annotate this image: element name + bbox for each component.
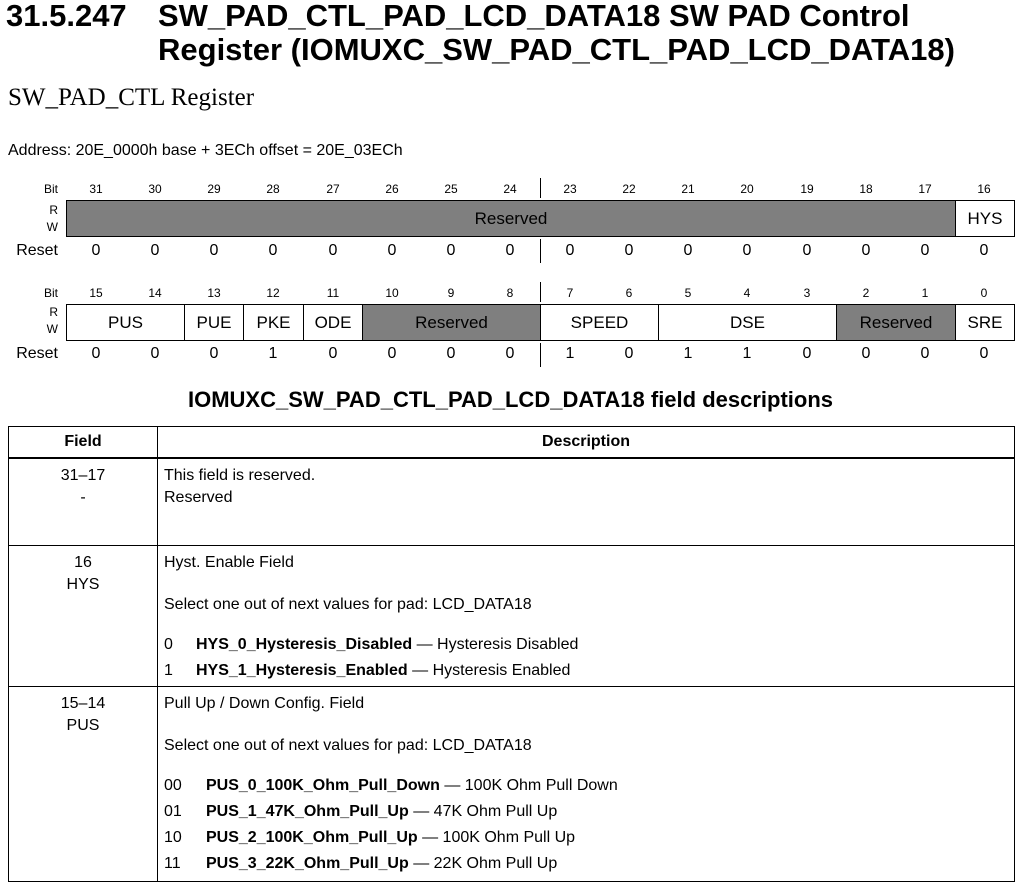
- reserved-field-low: Reserved: [836, 304, 956, 341]
- bit-number: 26: [385, 182, 399, 196]
- value-description: — 47K Ohm Pull Up: [408, 803, 558, 820]
- ode-field: ODE: [303, 304, 363, 341]
- bit-number: 9: [447, 286, 455, 300]
- bit-number: 20: [740, 182, 754, 196]
- description-cell: [158, 458, 1015, 546]
- reset-value: 0: [683, 242, 693, 259]
- reset-value: 0: [91, 345, 101, 362]
- table-row: [9, 687, 1015, 882]
- write-label: W: [46, 322, 58, 336]
- section-heading: [6, 0, 910, 34]
- reset-value: 0: [505, 242, 515, 259]
- bit-number: 29: [207, 182, 221, 196]
- description-cell: [158, 687, 1015, 882]
- description-line: Reserved: [164, 489, 233, 506]
- value-description: — 22K Ohm Pull Up: [408, 855, 558, 872]
- field-descriptions-table: [8, 426, 1015, 882]
- reset-value: 0: [979, 242, 989, 259]
- table-title: IOMUXC_SW_PAD_CTL_PAD_LCD_DATA18 field descriptions: [187, 387, 834, 412]
- reset-value: 0: [209, 242, 219, 259]
- value-entry: [164, 799, 1008, 825]
- field-cell: [9, 458, 158, 546]
- bit-number: 27: [326, 182, 340, 196]
- pue-field: PUE: [184, 304, 244, 341]
- value-code: 0: [164, 636, 173, 653]
- register-lower-half: [0, 282, 1021, 372]
- description-line: This field is reserved.: [164, 467, 316, 484]
- value-name: PUS_0_100K_Ohm_Pull_Down: [206, 777, 440, 794]
- value-name: HYS_1_Hysteresis_Enabled: [196, 662, 408, 679]
- bit-number: 31: [89, 182, 103, 196]
- bit-number: 10: [385, 286, 399, 300]
- bit-number: 8: [506, 286, 514, 300]
- value-code: 1: [164, 662, 173, 679]
- value-description: — Hysteresis Enabled: [407, 662, 571, 679]
- reset-value: 0: [861, 345, 871, 362]
- reset-value: 0: [742, 242, 752, 259]
- heading-line2: Register (IOMUXC_SW_PAD_CTL_PAD_LCD_DATA18): [158, 32, 955, 67]
- bit-number: 21: [681, 182, 695, 196]
- value-code: 11: [164, 855, 181, 872]
- byte-divider: [540, 178, 541, 198]
- reserved-field-upper: Reserved: [66, 200, 956, 237]
- field-name: -: [80, 489, 86, 506]
- value-code: 00: [164, 777, 182, 794]
- bit-label: Bit: [43, 286, 58, 300]
- byte-divider: [540, 239, 541, 263]
- table-row: [9, 458, 1015, 546]
- bit-number: 11: [326, 286, 340, 300]
- bit-number: 14: [148, 286, 162, 300]
- reset-value: 0: [209, 345, 219, 362]
- description-line: Select one out of next values for pad: LCD_DATA18: [164, 596, 532, 613]
- bit-number: 2: [862, 286, 870, 300]
- bit-number: 23: [563, 182, 577, 196]
- value-name: PUS_1_47K_Ohm_Pull_Up: [206, 803, 409, 820]
- bit-number: 30: [148, 182, 162, 196]
- sre-field: SRE: [955, 304, 1015, 341]
- description-line: Pull Up / Down Config. Field: [164, 695, 365, 712]
- hys-field: HYS: [955, 200, 1015, 237]
- reset-value: 0: [920, 242, 930, 259]
- value-code: 10: [164, 829, 182, 846]
- field-column-header: Field: [9, 427, 158, 459]
- write-label: W: [46, 220, 58, 234]
- bit-number: 15: [89, 286, 103, 300]
- value-entry: [164, 632, 1008, 658]
- reset-value: 0: [920, 345, 930, 362]
- reset-label: Reset: [16, 345, 58, 362]
- field-bits: 16: [74, 554, 92, 571]
- table-header-row: [9, 427, 1015, 459]
- byte-divider: [540, 343, 541, 367]
- reset-value: 1: [683, 345, 693, 362]
- field-bits: 15–14: [60, 695, 106, 712]
- reset-value: 0: [446, 242, 456, 259]
- reset-value: 1: [742, 345, 752, 362]
- value-entry: [164, 773, 1008, 799]
- bit-number: 18: [859, 182, 873, 196]
- value-code: 01: [164, 803, 182, 820]
- byte-divider: [540, 282, 541, 302]
- bit-number: 22: [622, 182, 636, 196]
- bit-number: 13: [207, 286, 221, 300]
- reset-value: 0: [150, 242, 160, 259]
- value-entry: [164, 658, 1008, 684]
- reset-value: 0: [387, 242, 397, 259]
- bit-number: 1: [921, 286, 929, 300]
- value-name: PUS_2_100K_Ohm_Pull_Up: [206, 829, 418, 846]
- reset-value: 1: [268, 345, 278, 362]
- value-entry: [164, 851, 1008, 877]
- reset-value: 0: [505, 345, 515, 362]
- reset-value: 0: [446, 345, 456, 362]
- reset-value: 1: [565, 345, 575, 362]
- bit-number: 5: [684, 286, 692, 300]
- bit-number: 17: [918, 182, 932, 196]
- reset-value: 0: [387, 345, 397, 362]
- reset-value: 0: [624, 345, 634, 362]
- field-name: HYS: [66, 576, 100, 593]
- read-label: R: [49, 203, 58, 217]
- reset-value: 0: [861, 242, 871, 259]
- pus-field: PUS: [66, 304, 185, 341]
- bit-number: 16: [977, 182, 991, 196]
- field-bits: 31–17: [60, 467, 106, 484]
- reset-value: 0: [328, 345, 338, 362]
- heading-line1: SW_PAD_CTL_PAD_LCD_DATA18 SW PAD Control: [158, 0, 910, 33]
- value-description: — 100K Ohm Pull Down: [439, 777, 618, 794]
- bit-number: 7: [566, 286, 574, 300]
- bit-number: 12: [266, 286, 280, 300]
- reset-value: 0: [268, 242, 278, 259]
- reset-value: 0: [802, 345, 812, 362]
- bit-number: 4: [743, 286, 751, 300]
- reset-value: 0: [565, 242, 575, 259]
- section-number: 31.5.247: [6, 0, 127, 33]
- register-address: Address: 20E_0000h base + 3ECh offset = 20E_03ECh: [8, 142, 403, 159]
- value-description: — Hysteresis Disabled: [412, 636, 579, 653]
- pke-field: PKE: [243, 304, 304, 341]
- bit-number: 25: [444, 182, 458, 196]
- description-line: Select one out of next values for pad: LCD_DATA18: [164, 737, 532, 754]
- reserved-field-mid: Reserved: [362, 304, 541, 341]
- bit-label: Bit: [43, 182, 58, 196]
- reset-value: 0: [624, 242, 634, 259]
- reset-value: 0: [91, 242, 101, 259]
- field-cell: [9, 546, 158, 687]
- speed-field: SPEED: [540, 304, 659, 341]
- bit-number: 6: [625, 286, 633, 300]
- bit-number: 0: [980, 286, 988, 300]
- bit-number: 19: [800, 182, 814, 196]
- register-upper-half: [0, 178, 1021, 268]
- description-line: Hyst. Enable Field: [164, 554, 294, 571]
- bit-number: 3: [803, 286, 811, 300]
- reset-value: 0: [328, 242, 338, 259]
- value-entry: [164, 825, 1008, 851]
- description-column-header: Description: [158, 427, 1015, 459]
- read-label: R: [49, 305, 58, 319]
- description-cell: [158, 546, 1015, 687]
- table-row: [9, 546, 1015, 687]
- value-name: PUS_3_22K_Ohm_Pull_Up: [206, 855, 409, 872]
- field-name: PUS: [66, 717, 100, 734]
- dse-field: DSE: [658, 304, 837, 341]
- reset-value: 0: [802, 242, 812, 259]
- value-name: HYS_0_Hysteresis_Disabled: [196, 636, 413, 653]
- reset-label: Reset: [16, 242, 58, 259]
- value-description: — 100K Ohm Pull Up: [417, 829, 576, 846]
- bit-number: 24: [503, 182, 517, 196]
- reset-value: 0: [979, 345, 989, 362]
- field-cell: [9, 687, 158, 882]
- register-subtitle: SW_PAD_CTL Register: [8, 84, 255, 111]
- reset-value: 0: [150, 345, 160, 362]
- bit-number: 28: [266, 182, 280, 196]
